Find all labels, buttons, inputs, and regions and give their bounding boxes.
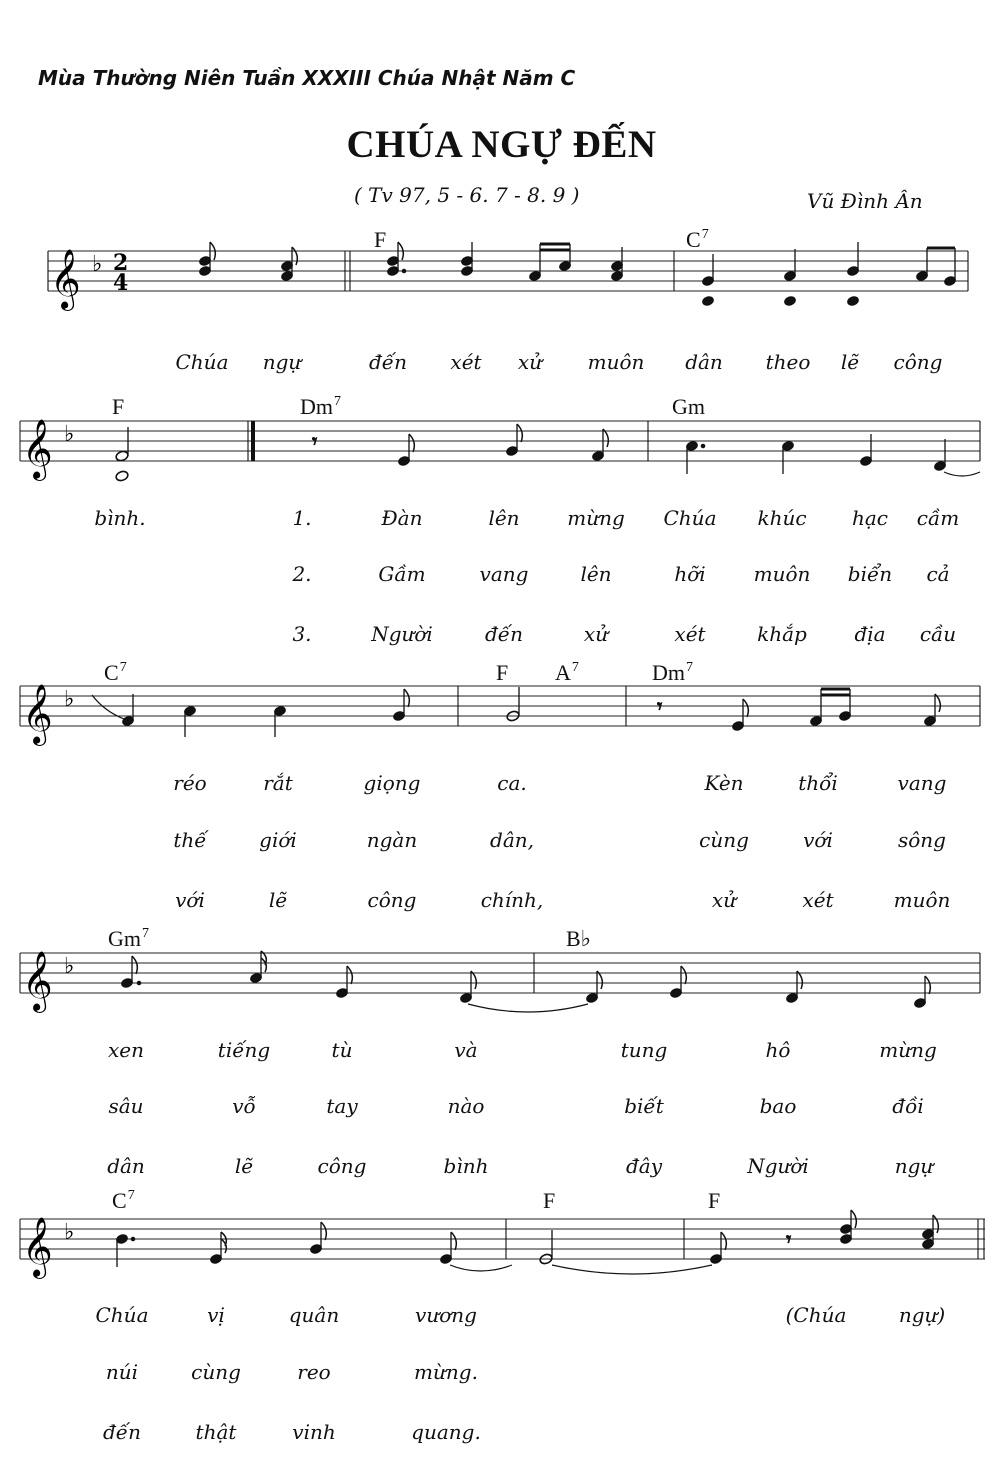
- lyric-syllable: lẽ: [840, 350, 860, 374]
- svg-text:𝄾: 𝄾: [786, 1227, 792, 1251]
- lyric-syllable: ngự: [262, 350, 302, 374]
- lyric-syllable: Chúa: [175, 350, 229, 374]
- lyric-syllable: khắp: [757, 622, 807, 646]
- lyric-syllable: muôn: [587, 350, 645, 374]
- psalm-reference: ( Tv 97, 5 - 6. 7 - 8. 9 ): [354, 183, 580, 207]
- lyric-syllable: muôn: [893, 888, 951, 912]
- lyric-syllable: Đàn: [381, 506, 423, 530]
- lyric-syllable: dân,: [490, 828, 534, 852]
- lyric-syllable: Kèn: [704, 771, 744, 795]
- flat-icon: ♭: [64, 1220, 75, 1245]
- lyric-syllable: vinh: [292, 1420, 336, 1444]
- flat-icon: ♭: [64, 954, 75, 979]
- chord-symbol: $C^7$: [104, 660, 127, 685]
- lyric-syllable: núi: [105, 1360, 139, 1384]
- lyric-syllable: công: [367, 888, 417, 912]
- lyric-syllable: ngự: [894, 1154, 934, 1178]
- lyric-syllable: cả: [926, 562, 950, 586]
- chord-symbol: F: [496, 660, 509, 685]
- lyric-syllable: xét: [674, 622, 706, 646]
- lyric-syllable: mừng: [567, 506, 625, 530]
- lyric-syllable: tay: [326, 1094, 358, 1118]
- lyric-syllable: ca.: [497, 771, 527, 795]
- lyric-syllable: cầm: [916, 506, 960, 530]
- lyric-syllable: dân: [107, 1154, 145, 1178]
- lyric-syllable: mừng: [879, 1038, 937, 1062]
- chord-symbol: F: [543, 1188, 556, 1213]
- staff-lines: [48, 251, 968, 291]
- staff-system-1: [0, 230, 1003, 330]
- lyric-syllable: công: [317, 1154, 367, 1178]
- lyric-syllable: xét: [450, 350, 482, 374]
- lyric-syllable: vang: [479, 562, 529, 586]
- lyric-syllable: xử: [711, 888, 737, 912]
- lyric-syllable: thật: [195, 1420, 237, 1444]
- lyric-syllable: vị: [207, 1303, 225, 1327]
- lyric-syllable: vỗ: [232, 1094, 256, 1118]
- lyric-syllable: lẽ: [268, 888, 288, 912]
- staff-system-4: [0, 932, 1003, 1032]
- chord-symbol: Dm$^7$: [300, 394, 341, 419]
- chord-symbol: $C^7$: [686, 227, 709, 252]
- lyric-syllable: công: [893, 350, 943, 374]
- lyric-syllable: cùng: [699, 828, 749, 852]
- lyric-syllable: Chúa: [663, 506, 717, 530]
- lyric-syllable: lẽ: [234, 1154, 254, 1178]
- lyric-syllable: tung: [620, 1038, 668, 1062]
- lyric-syllable: biết: [624, 1094, 664, 1118]
- lyric-syllable: theo: [765, 350, 811, 374]
- lyric-syllable: với: [175, 888, 205, 912]
- treble-clef-icon: 𝄞: [22, 951, 53, 1011]
- lyric-syllable: đến: [485, 622, 523, 646]
- lyric-syllable: xử: [517, 350, 543, 374]
- liturgical-header: Mùa Thường Niên Tuần XXXIII Chúa Nhật Năm C: [38, 66, 576, 90]
- chord-symbol: B♭: [566, 926, 592, 951]
- lyric-syllable: dân: [685, 350, 723, 374]
- lyric-syllable: quân: [288, 1303, 340, 1327]
- lyric-syllable: Chúa: [95, 1303, 149, 1327]
- chord-symbol: $A^7$: [555, 660, 579, 685]
- treble-clef-icon: 𝄞: [22, 1217, 53, 1277]
- lyric-syllable: tiếng: [217, 1038, 271, 1062]
- song-title: CHÚA NGỰ ĐẾN: [346, 123, 657, 166]
- lyric-syllable: hỡi: [674, 562, 706, 586]
- treble-clef-icon: 𝄞: [22, 419, 53, 479]
- lyric-syllable: xử: [583, 622, 609, 646]
- flat-icon: ♭: [64, 422, 75, 447]
- lyric-syllable: thế: [173, 828, 207, 852]
- lyric-syllable: với: [803, 828, 833, 852]
- lyric-syllable: 3.: [292, 622, 312, 646]
- lyric-syllable: nào: [447, 1094, 485, 1118]
- lyric-syllable: tù: [331, 1038, 353, 1062]
- lyric-syllable: quang.: [411, 1420, 481, 1444]
- composer-name: Vũ Đình Ân: [807, 189, 923, 213]
- lyric-syllable: biển: [847, 562, 893, 586]
- chord-symbol: F: [708, 1188, 721, 1213]
- lyric-syllable: hô: [765, 1038, 791, 1062]
- lyric-syllable: và: [454, 1038, 478, 1062]
- lyric-syllable: lên: [580, 562, 612, 586]
- lyric-syllable: bao: [759, 1094, 797, 1118]
- lyric-syllable: ngự): [898, 1303, 946, 1327]
- treble-clef-icon: 𝄞: [22, 684, 53, 744]
- lyric-syllable: réo: [173, 771, 207, 795]
- lyric-syllable: địa: [854, 622, 886, 646]
- time-signature-bottom: 4: [113, 270, 129, 296]
- lyric-syllable: xét: [802, 888, 834, 912]
- lyric-syllable: 1.: [292, 506, 312, 530]
- chord-symbol: Dm$^7$: [652, 660, 693, 685]
- chord-symbol: F: [112, 394, 125, 419]
- lyric-syllable: vương: [415, 1303, 477, 1327]
- lyric-syllable: ngàn: [366, 828, 418, 852]
- lyric-syllable: thổi: [798, 771, 838, 795]
- lyric-syllable: sâu: [108, 1094, 144, 1118]
- lyric-syllable: vang: [897, 771, 947, 795]
- treble-clef-icon: 𝄞: [50, 249, 81, 309]
- lyric-syllable: đến: [369, 350, 407, 374]
- lyric-syllable: chính,: [480, 888, 544, 912]
- lyric-syllable: Người: [371, 622, 433, 646]
- lyric-syllable: mừng.: [414, 1360, 478, 1384]
- chord-symbol: Gm: [672, 394, 705, 419]
- lyric-syllable: khúc: [757, 506, 807, 530]
- lyric-syllable: đến: [103, 1420, 141, 1444]
- lyric-syllable: Gầm: [378, 562, 426, 586]
- chord-symbol: F: [374, 227, 387, 252]
- flat-icon: ♭: [64, 687, 75, 712]
- lyric-syllable: 2.: [292, 562, 312, 586]
- lyric-syllable: Người: [747, 1154, 809, 1178]
- svg-text:𝄾: 𝄾: [657, 694, 663, 718]
- staff-system-2: [0, 400, 1003, 500]
- lyric-syllable: đây: [625, 1154, 663, 1178]
- chord-symbol: Gm$^7$: [108, 926, 149, 951]
- lyric-syllable: (Chúa: [785, 1303, 847, 1327]
- staff-system-5: [0, 1198, 1003, 1298]
- lyric-syllable: giọng: [363, 771, 421, 795]
- lyric-syllable: sông: [898, 828, 946, 852]
- lyric-syllable: cùng: [191, 1360, 241, 1384]
- lyric-syllable: giới: [259, 828, 297, 852]
- lyric-syllable: đồi: [892, 1094, 924, 1118]
- lyric-syllable: bình: [443, 1154, 489, 1178]
- time-signature-top: 2: [113, 250, 129, 276]
- lyric-syllable: reo: [297, 1360, 331, 1384]
- flat-icon: ♭: [92, 252, 103, 277]
- lyric-syllable: hạc: [851, 506, 889, 530]
- lyric-syllable: lên: [488, 506, 520, 530]
- lyric-syllable: bình.: [94, 506, 146, 530]
- notes: [198, 242, 968, 307]
- lyric-syllable: rắt: [263, 771, 293, 795]
- svg-text:𝄾: 𝄾: [312, 429, 318, 453]
- chord-symbol: $C^7$: [112, 1188, 135, 1213]
- lyric-syllable: cầu: [919, 622, 957, 646]
- lyric-syllable: xen: [108, 1038, 144, 1062]
- lyric-syllable: muôn: [753, 562, 811, 586]
